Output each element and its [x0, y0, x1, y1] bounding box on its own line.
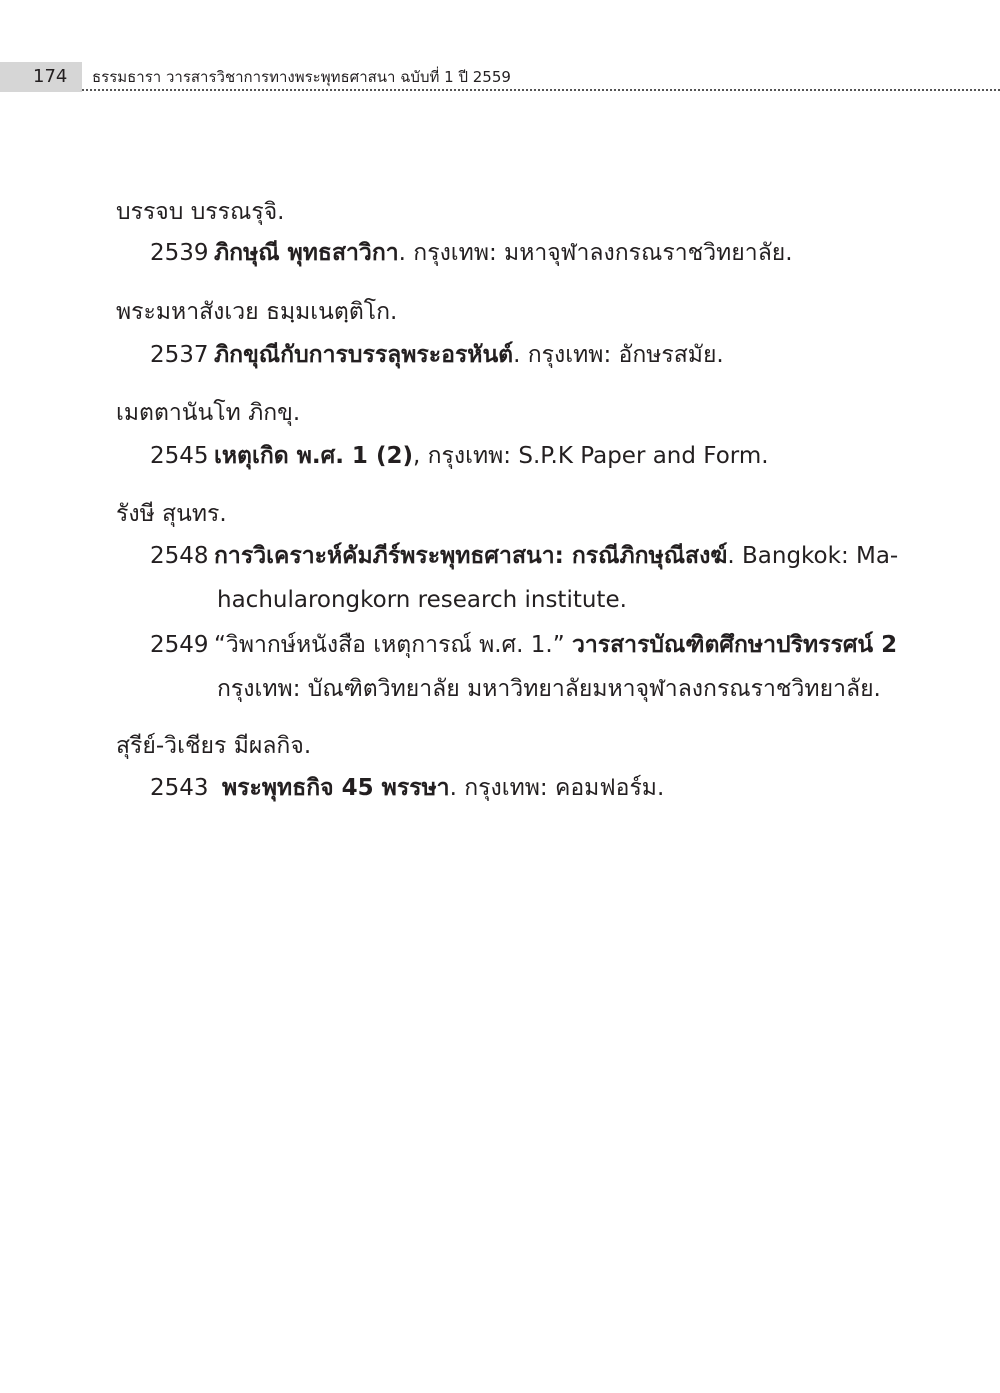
reference-continuation: hachularongkorn research institute.: [217, 587, 627, 613]
reference-year: 2539: [150, 240, 209, 266]
header-dotted-rule: [82, 89, 1000, 91]
reference-entry: [150, 340, 724, 370]
page-number-box: [0, 62, 82, 92]
page-header: [0, 62, 1000, 92]
reference-year: 2537: [150, 342, 209, 368]
reference-publication: . กรุงเทพ: อักษรสมัย.: [513, 342, 724, 368]
reference-author: รังษี สุนทร.: [116, 501, 227, 527]
running-title: ธรรมธารา วารสารวิชาการทางพระพุทธศาสนา ฉบับที่ 1 ปี 2559: [92, 68, 511, 86]
reference-title: พระพุทธกิจ 45 พรรษา: [222, 775, 450, 801]
reference-author: บรรจบ บรรณรุจิ.: [116, 199, 285, 225]
reference-publication: , กรุงเทพ: S.P.K Paper and Form.: [412, 443, 769, 469]
reference-year: 2545: [150, 443, 209, 469]
reference-title: วารสารบัณฑิตศึกษาปริทรรศน์ 2: [571, 632, 898, 658]
reference-entry: [150, 541, 898, 571]
reference-author: เมตตานันโท ภิกขุ.: [116, 400, 301, 426]
reference-title: ภิกษุณี พุทธสาวิกา: [214, 240, 399, 266]
reference-title: ภิกขุณีกับการบรรลุพระอรหันต์: [214, 342, 514, 368]
reference-entry: [150, 773, 664, 803]
reference-publication: . Bangkok: Ma-: [727, 543, 899, 569]
reference-year: 2549: [150, 632, 209, 658]
reference-author: พระมหาสังเวย ธมฺมเนตฺติโก.: [116, 299, 398, 325]
reference-title: การวิเคราะห์คัมภีร์พระพุทธศาสนา: กรณีภิกษุณีสงฆ์: [214, 543, 728, 569]
reference-entry: [150, 630, 897, 660]
reference-publication: . กรุงเทพ: มหาจุฬาลงกรณราชวิทยาลัย.: [398, 240, 793, 266]
reference-title: เหตุเกิด พ.ศ. 1 (2): [214, 443, 413, 469]
reference-author: สุรีย์-วิเชียร มีผลกิจ.: [116, 733, 312, 759]
reference-year: 2548: [150, 543, 209, 569]
reference-article-title: “วิพากษ์หนังสือ เหตุการณ์ พ.ศ. 1.”: [214, 632, 572, 658]
page-number: 174: [33, 66, 68, 87]
reference-entry: [150, 441, 769, 471]
reference-year: 2543: [150, 775, 209, 801]
reference-publication: . กรุงเทพ: คอมฟอร์ม.: [449, 775, 665, 801]
reference-continuation: กรุงเทพ: บัณฑิตวิทยาลัย มหาวิทยาลัยมหาจุฬาลงกรณราชวิทยาลัย.: [217, 676, 881, 702]
reference-entry: [150, 238, 793, 268]
